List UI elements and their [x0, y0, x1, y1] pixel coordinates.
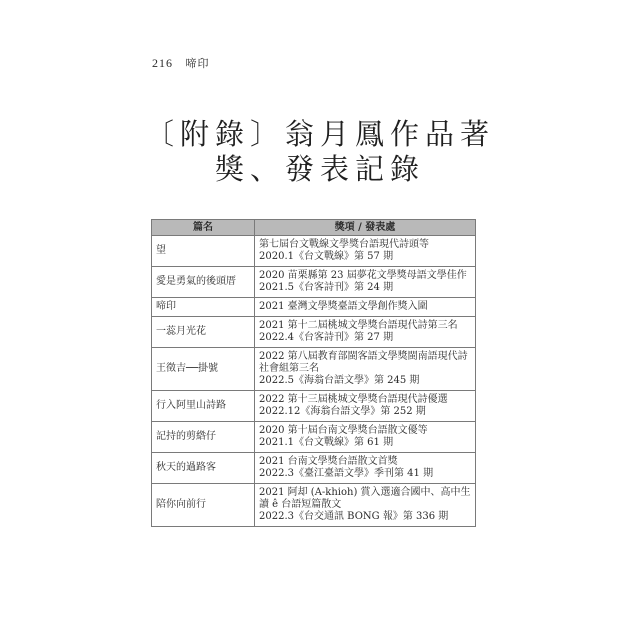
award-line: 2021 阿却 (A-khioh) 賞入選適合國中、高中生讀 ê 台語短篇散文 [259, 487, 471, 510]
award-line: 2022.5《海翁台語文學》第 245 期 [259, 375, 420, 386]
award-cell [255, 236, 476, 267]
table-row [152, 391, 476, 422]
table-row [152, 236, 476, 267]
work-title-cell: 行入阿里山詩路 [152, 391, 255, 422]
running-header [152, 55, 210, 71]
award-cell [255, 298, 476, 317]
award-line: 2022.12《海翁台語文學》第 252 期 [259, 406, 426, 417]
award-line: 2022.3《台交通訊 BONG 報》第 336 期 [259, 511, 449, 522]
work-title-cell: 愛是勇氣的後頭厝 [152, 267, 255, 298]
table-row [152, 267, 476, 298]
table-row [152, 348, 476, 391]
appendix-title-line-1: 〔附錄〕翁月鳳作品著 [144, 117, 495, 151]
table-row [152, 298, 476, 317]
award-line: 2020 苗栗縣第 23 屆夢花文學獎母語文學佳作 [259, 270, 467, 281]
appendix-title-line-2: 獎、發表記錄 [214, 152, 425, 186]
award-line: 2021.1《台文戰線》第 61 期 [259, 437, 394, 448]
table-row [152, 422, 476, 453]
awards-table [151, 219, 476, 527]
table-row [152, 453, 476, 484]
work-title-cell: 秋天的過路客 [152, 453, 255, 484]
table-row [152, 317, 476, 348]
table-row [152, 484, 476, 527]
book-title: 啼印 [185, 57, 210, 70]
award-cell [255, 422, 476, 453]
award-line: 2020.1《台文戰線》第 57 期 [259, 251, 394, 262]
award-line: 2021.5《台客詩刊》第 24 期 [259, 282, 394, 293]
award-line: 2020 第十屆台南文學獎台語散文優等 [259, 425, 428, 436]
award-line: 2021 臺灣文學獎臺語文學創作獎入圍 [259, 301, 428, 312]
award-line: 2022 第十三屆桃城文學獎台語現代詩優選 [259, 394, 448, 405]
work-title-cell: 陪你向前行 [152, 484, 255, 527]
table-header-row [152, 220, 476, 236]
award-cell [255, 391, 476, 422]
column-header-award: 獎項 / 發表處 [255, 220, 476, 236]
award-line: 2022 第八屆教育部閩客語文學獎閩南語現代詩社會組第三名 [259, 351, 468, 374]
work-title-cell: 啼印 [152, 298, 255, 317]
award-line: 2022.4《台客詩刊》第 27 期 [259, 332, 394, 343]
page-number: 216 [152, 56, 173, 70]
award-line: 第七屆台文戰線文學獎台語現代詩頭等 [259, 239, 429, 250]
award-cell [255, 484, 476, 527]
award-cell [255, 453, 476, 484]
award-line: 2021 第十二屆桃城文學獎台語現代詩第三名 [259, 320, 458, 331]
award-line: 2021 台南文學獎台語散文首獎 [259, 456, 398, 467]
award-line: 2022.3《臺江臺語文學》季刊第 41 期 [259, 468, 434, 479]
work-title-cell: 一蕊月光花 [152, 317, 255, 348]
table-body [152, 236, 476, 527]
award-cell [255, 267, 476, 298]
work-title-cell: 王徵吉──掛號 [152, 348, 255, 391]
column-header-title: 篇名 [152, 220, 255, 236]
work-title-cell: 望 [152, 236, 255, 267]
award-cell [255, 317, 476, 348]
work-title-cell: 記持的剪綹仔 [152, 422, 255, 453]
award-cell [255, 348, 476, 391]
